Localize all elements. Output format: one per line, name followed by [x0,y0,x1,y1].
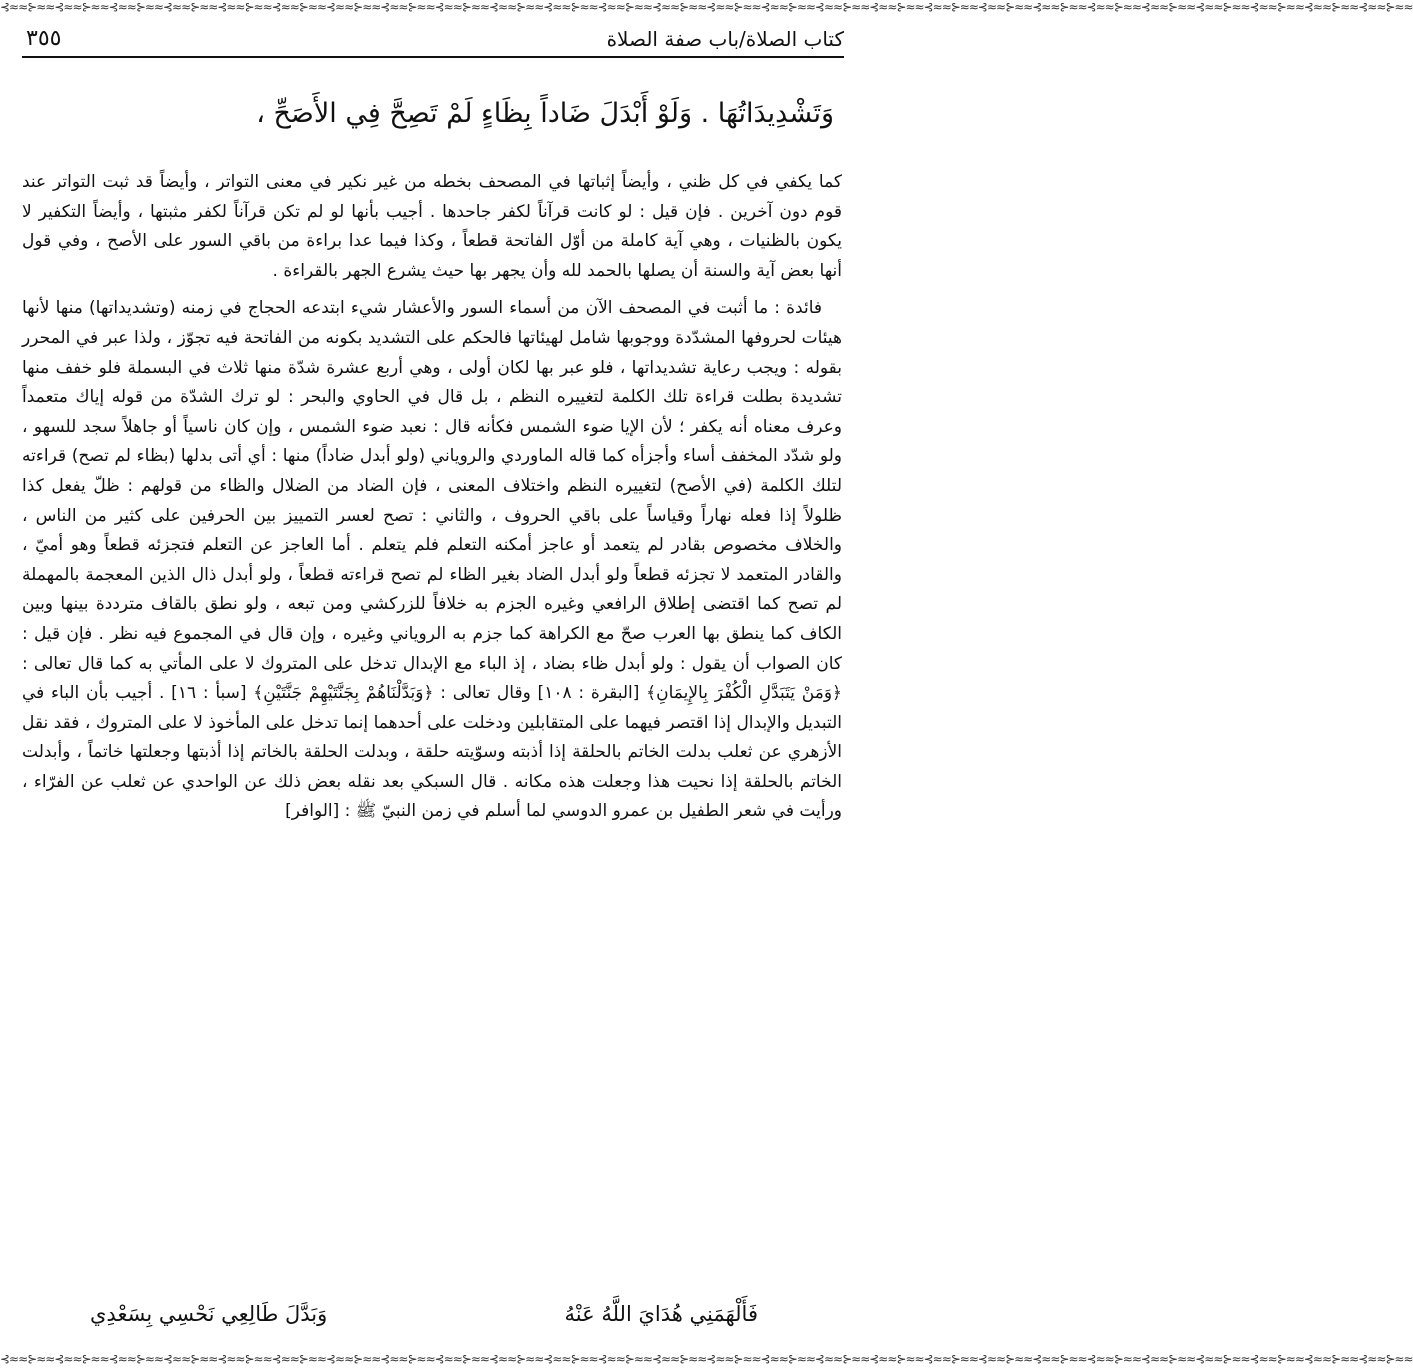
commentary-paragraph: كما يكفي في كل ظني ، وأيضاً إثباتها في المصحف بخطه من غير نكير في معنى التواتر ، وأيضاً قد ثبت التواتر عند قوم دون آخرين . فإن قيل : لو كانت قرآناً لكفر جاحدها . أجيب بأنها لو لم تكن قرآناً لكفر مثبتها ، وأيضاً التكفير لا يكون بالظنيات ، وهي آية كاملة من أوّل الفاتحة قطعاً ، وكذا فيما عدا براءة من باقي السور على الأصح ، وفي قول أنها بعض آية والسنة أن يصلها بالحمد لله وأن يجهر بها حيث يشرع الجهر بالقراءة . [22,172,842,281]
verse-hemistich-second: وَبَدَّلَ طَالِعِي نَحْسِي بِسَعْدِي [90,1302,328,1326]
poetry-verse [90,1294,758,1338]
commentary-body [22,168,842,827]
top-ornamental-border: ⊰≈≈⊱≈≈⊰≈≈⊱≈≈⊰≈≈⊱≈≈⊰≈≈⊱≈≈⊰≈≈⊱≈≈⊰≈≈⊱≈≈⊰≈≈⊱≈≈⊰≈≈⊱≈≈⊰≈≈⊱≈≈⊰≈≈⊱≈≈⊰≈≈⊱≈≈⊰≈≈⊱≈≈⊰≈≈⊱≈≈⊰≈≈⊱≈≈⊰≈≈⊱≈≈⊰≈≈⊱≈≈⊰≈≈⊱≈≈⊰≈≈⊱≈≈⊰≈≈⊱≈≈⊰≈≈⊱≈≈⊰≈≈⊱≈≈⊰≈≈⊱≈≈⊰≈≈⊱≈≈⊰≈≈⊱≈≈⊰≈≈⊱≈≈⊰≈≈⊱≈≈ [0,0,1413,14]
running-title: كتاب الصلاة/باب صفة الصلاة [606,27,844,51]
commentary-paragraph: فائدة : ما أثبت في المصحف الآن من أسماء السور والأعشار شيء ابتدعه الحجاج في زمنه (وتشديداتها) منها لأنها هيئات لحروفها المشدّدة ووجوبها شامل لهيئاتها فالحكم على التشديد بكونه من الفاتحة فيه تجوّز ، ولذا عبر في المحرر بقوله : ويجب رعاية تشديداتها ، فلو عبر بها لكان أولى ، وهي أربع عشرة شدّة منها ثلاث في البسملة فلو خفف منها تشديدة بطلت قراءة تلك الكلمة لتغييره النظم ، بل قال في الحاوي والبحر : لو ترك الشدّة من قوله إياك متعمداً وعرف معناه أنه يكفر ؛ لأن الإيا ضوء الشمس فكأنه قال : نعبد ضوء الشمس ، وإن كان ناسياً أو جاهلاً سجد للسهو ، ولو شدّد المخفف أساء وأجزأه كما قاله الماوردي والروياني (ولو أبدل ضاداً) منها : أي أتى بدلها (بظاء لم تصح) قراءته لتلك الكلمة (في الأصح) لتغييره النظم واختلاف المعنى ، فإن الضاد من الضلال والظاء من قولهم : ظلّ يفعل كذا ظلولاً إذا فعله نهاراً وقياساً على باقي الحروف ، والثاني : تصح لعسر التمييز بين الحرفين على كثير من الناس ، والخلاف مخصوص بقادر لم يتعمد أو عاجز أمكنه التعلم فلم يتعلم . أما العاجز عن التعلم فتجزئه قطعاً وهو أميّ ، والقادر المتعمد لا تجزئه قطعاً ولو أبدل الضاد بغير الظاء لم تصح قراءته قطعاً ، ولو أبدل ذال الذين المعجمة بالمهملة لم تصح كما اقتضى إطلاق الرافعي وغيره الجزم به خلافاً للزركشي ومن تبعه ، ولو نطق بالقاف مترددة بينها وبين الكاف كما ينطق بها العرب صحّ مع الكراهة كما جزم به الروياني وغيره ، وإن قال في المجموع فيه نظر . فإن قيل : كان الصواب أن يقول : ولو أبدل ظاء بضاد ، إذ الباء مع الإبدال تدخل على المتروك لا على المأتي به كما قال تعالى : ﴿وَمَنْ يَتَبَدَّلِ الْكُفْرَ بِالإِيمَانِ﴾ [البقرة : ١٠٨] وقال تعالى : ﴿وَبَدَّلْنَاهُمْ بِجَنَّتَيْهِمْ جَنَّتَيْنِ﴾ [سبأ : ١٦] . أجيب بأن الباء في التبديل والإبدال إذا اقتصر فيهما على المتقابلين ودخلت على أحدهما إنما تدخل على المأخوذ لا على المتروك ، فقد نقل الأزهري عن ثعلب بدلت الخاتم بالحلقة إذا أذبته وسوّيته حلقة ، وبدلت الحلقة بالخاتم إذا أذبتها وجعلتها خاتماً ، وأبدلت الخاتم بالحلقة إذا نحيت هذا وجعلت هذه مكانه . قال السبكي بعد نقله بعض ذلك عن الواحدي عن ثعلب عن الفرّاء ، ورأيت في شعر الطفيل بن عمرو الدوسي لما أسلم في زمن النبيّ ﷺ : [الوافر] [22,298,842,822]
page-number: ٣٥٥ [26,26,62,51]
verse-hemistich-first: فَأَلْهَمَنِي هُدَايَ اللَّهُ عَنْهُ [564,1302,758,1326]
page-header [22,22,844,58]
matn-text: وَتَشْدِيدَاتُهَا . وَلَوْ أَبْدَلَ ضَاداً بِظَاءٍ لَمْ تَصِحَّ فِي الأَصَحِّ ، [256,98,834,129]
bottom-ornamental-border: ⊰≈≈⊱≈≈⊰≈≈⊱≈≈⊰≈≈⊱≈≈⊰≈≈⊱≈≈⊰≈≈⊱≈≈⊰≈≈⊱≈≈⊰≈≈⊱≈≈⊰≈≈⊱≈≈⊰≈≈⊱≈≈⊰≈≈⊱≈≈⊰≈≈⊱≈≈⊰≈≈⊱≈≈⊰≈≈⊱≈≈⊰≈≈⊱≈≈⊰≈≈⊱≈≈⊰≈≈⊱≈≈⊰≈≈⊱≈≈⊰≈≈⊱≈≈⊰≈≈⊱≈≈⊰≈≈⊱≈≈⊰≈≈⊱≈≈⊰≈≈⊱≈≈⊰≈≈⊱≈≈⊰≈≈⊱≈≈⊰≈≈⊱≈≈⊰≈≈⊱≈≈ [0,1352,1413,1366]
